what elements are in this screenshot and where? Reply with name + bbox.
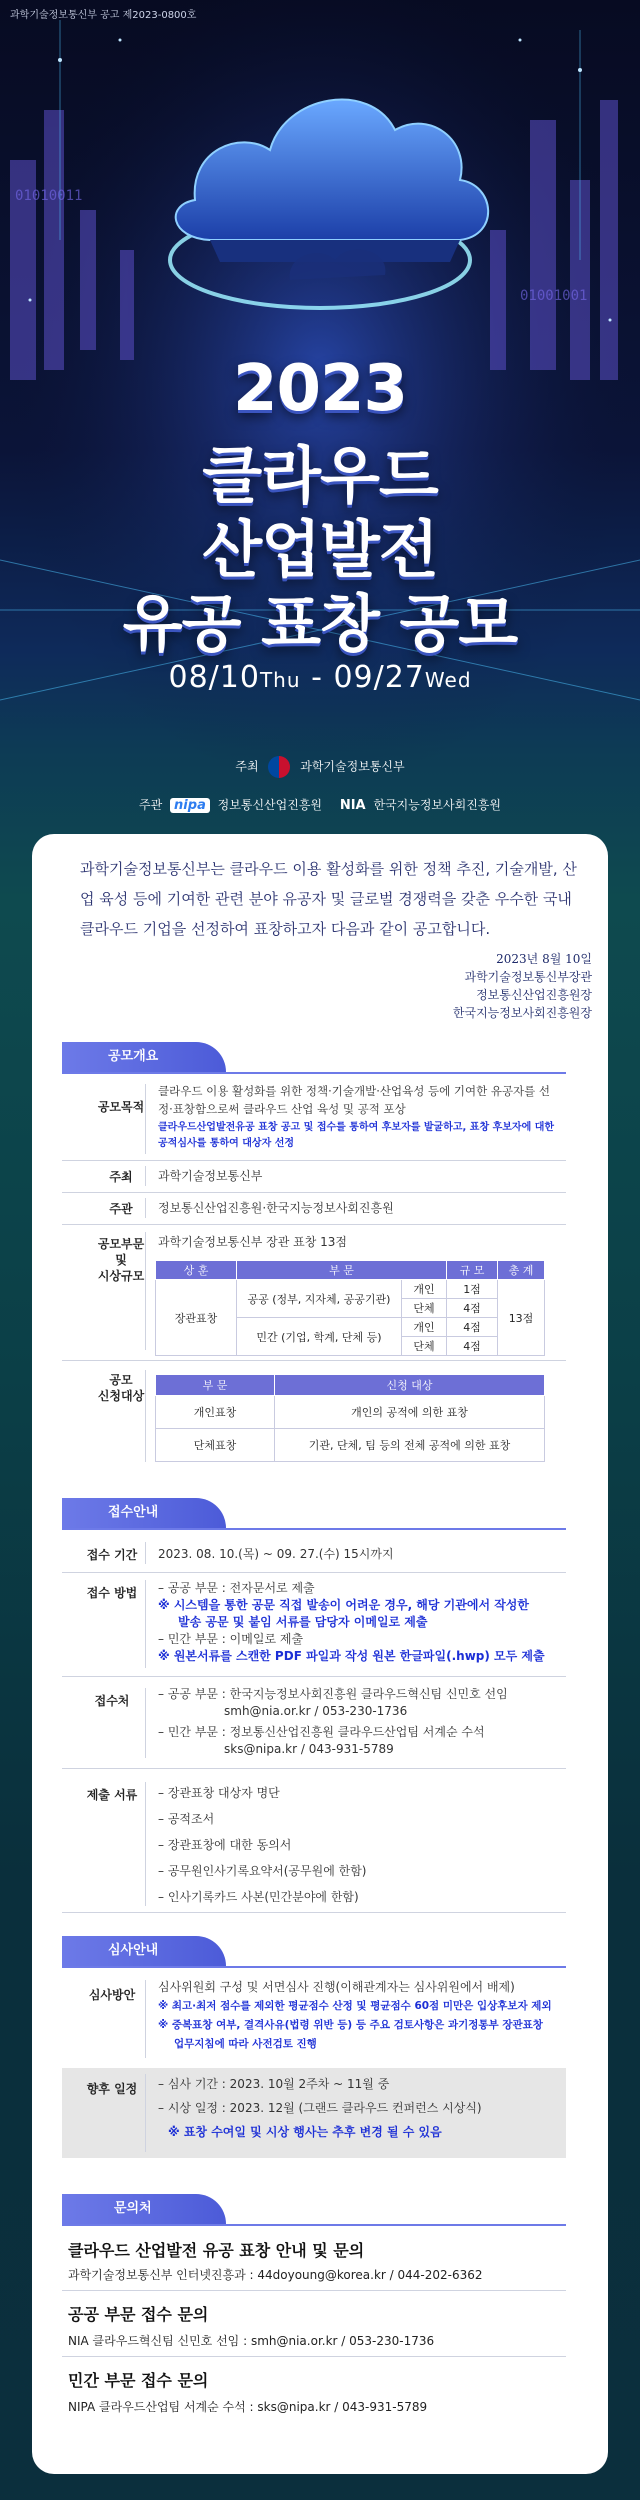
scale-total: 13점 <box>498 1280 545 1356</box>
target-header: 부 문 <box>156 1375 275 1396</box>
signature-line1: 과학기술정보통신부장관 <box>464 970 592 984</box>
event-period <box>0 660 640 695</box>
doc-item: – 공무원인사기록요약서(공무원에 한함) <box>158 1864 367 1878</box>
divider <box>62 1676 566 1677</box>
section-tag-review: 심사안내 <box>62 1936 226 1966</box>
review-method-label: 심사방안 <box>88 1988 136 2002</box>
schedule-label: 향후 일정 <box>86 2082 138 2096</box>
divider <box>62 1768 566 1769</box>
divider <box>145 1580 146 1668</box>
divider <box>145 1370 146 1462</box>
signature-line2: 정보통신산업진흥원장 <box>476 988 592 1002</box>
period-end-day: Wed <box>424 668 472 692</box>
period-dash: - <box>300 660 334 695</box>
period-end: 09/27 <box>333 660 425 695</box>
government-emblem-icon <box>268 756 290 778</box>
host-row-label: 주최 <box>109 1170 133 1184</box>
scale-header: 규 모 <box>447 1261 498 1280</box>
nipa-logo-icon: nipa <box>170 798 210 813</box>
contact-heading-1: 클라우드 산업발전 유공 표창 안내 및 문의 <box>68 2241 365 2260</box>
contact-heading-3: 민간 부문 접수 문의 <box>68 2371 209 2390</box>
intro-paragraph: 과학기술정보통신부는 클라우드 이용 활성화를 위한 정책 추진, 기술개발, 산업 육성 등에 기여한 관련 분야 유공자 및 글로벌 경쟁력을 갖춘 우수한 국내 클라우드 기업을 선정하여 표창하고자 다음과 같이 공고합니다. <box>80 860 577 938</box>
scale-table <box>155 1260 545 1356</box>
target-cell: 개인표창 <box>156 1396 275 1429</box>
signature-line3: 한국지능정보사회진흥원장 <box>452 1006 592 1020</box>
divider <box>62 1192 566 1193</box>
receipt-method-text: – 공공 부문 : 전자문서로 제출 ※ 시스템을 통한 공문 직접 발송이 어려운 경우, 해당 기관에서 작성한 발송 공문 및 붙임 서류를 담당자 이메일로 제출 – 민간 부문 : 이메일로 제출 ※ 원본서류를 스캔한 PDF 파일과 작성 원본 한글파일(.hwp) 모두 제출 <box>158 1581 545 1663</box>
divider <box>62 2224 566 2226</box>
divider <box>145 1166 146 1186</box>
scale-header: 부 문 <box>237 1261 447 1280</box>
target-header: 신청 대상 <box>275 1375 545 1396</box>
organizer-row-text: 정보통신산업진흥원·한국지능정보사회진흥원 <box>158 1201 394 1215</box>
scale-cell: 4점 <box>447 1318 498 1337</box>
schedule-text: – 심사 기간 : 2023. 10월 2주차 ~ 11월 중 – 시상 일정 : 2023. 12월 (그랜드 클라우드 컨퍼런스 시상식) ※ 표창 수여일 및 시상 행사는 추후 변경 될 수 있음 <box>158 2077 482 2139</box>
receipt-method-label: 접수 방법 <box>86 1586 138 1600</box>
divider <box>62 1224 566 1225</box>
divider <box>145 1542 146 1564</box>
doc-item: – 장관표창 대상자 명단 <box>158 1786 280 1800</box>
divider <box>145 1688 146 1758</box>
signature-date: 2023년 8월 10일 <box>496 952 592 966</box>
target-label: 공모 신청대상 <box>97 1373 145 1403</box>
title-year: 2023 <box>232 352 408 426</box>
host-org: 과학기술정보통신부 <box>300 759 405 774</box>
scale-cell: 4점 <box>447 1337 498 1356</box>
divider <box>62 1160 566 1161</box>
scale-cell: 개인 <box>402 1280 447 1299</box>
contact-heading-2: 공공 부문 접수 문의 <box>68 2305 209 2324</box>
receipt-docs-list <box>158 1780 558 1910</box>
scale-text: 과학기술정보통신부 장관 표창 13점 <box>158 1235 348 1249</box>
period-start: 08/10 <box>168 660 260 695</box>
section-tag-receipt: 접수안내 <box>62 1498 226 1528</box>
period-start-day: Thu <box>259 668 301 692</box>
nia-logo-icon: NIA <box>339 798 366 813</box>
receipt-period-label: 접수 기간 <box>86 1548 138 1562</box>
signature-block <box>330 950 592 1022</box>
purpose-note: 클라우드산업발전유공 표창 공고 및 접수를 통하여 후보자를 발굴하고, 표창 후보자에 대한 공적심사를 통하여 대상자 선정 <box>158 1122 555 1149</box>
organizer-row-label: 주관 <box>109 1202 133 1216</box>
scale-cell: 단체 <box>402 1299 447 1318</box>
title-line2: 클라우드 <box>202 439 438 512</box>
contact-line-3[interactable]: NIPA 클라우드산업팀 서계순 수석 : sks@nipa.kr / 043-931-5789 <box>68 2400 428 2414</box>
contact-line-1[interactable]: 과학기술정보통신부 인터넷진흥과 : 44doyoung@korea.kr / 044-202-6362 <box>68 2268 483 2282</box>
receipt-period-text: 2023. 08. 10.(목) ~ 09. 27.(수) 15시까지 <box>158 1547 394 1561</box>
title-line4: 유공 표창 공모 <box>122 587 518 660</box>
divider <box>145 1198 146 1218</box>
divider <box>62 1528 566 1530</box>
host-label: 주최 <box>235 759 259 774</box>
purpose-label: 공모목적 <box>97 1100 145 1114</box>
host-row-text: 과학기술정보통신부 <box>158 1169 263 1183</box>
scale-cell: 4점 <box>447 1299 498 1318</box>
organizer-line <box>0 796 640 813</box>
receipt-office-label: 접수처 <box>94 1694 130 1708</box>
divider <box>62 1572 566 1573</box>
doc-item: – 인사기록카드 사본(민간분야에 한함) <box>158 1890 359 1904</box>
divider <box>145 1232 146 1350</box>
nipa-name: 정보통신산업진흥원 <box>217 798 323 812</box>
scale-header: 총 계 <box>498 1261 545 1280</box>
divider <box>62 2356 566 2357</box>
purpose-text: 클라우드 이용 활성화를 위한 정책·기술개발·산업육성 등에 기여한 유공자를 선정·표창함으로써 클라우드 산업 육성 및 공적 포상 <box>158 1084 551 1116</box>
receipt-docs-label: 제출 서류 <box>86 1788 138 1802</box>
scale-category: 공공 (정부, 지자체, 공공기관) <box>237 1280 402 1318</box>
contact-line-2[interactable]: NIA 클라우드혁신팀 신민호 선임 : smh@nia.or.kr / 053-230-1736 <box>68 2334 435 2348</box>
divider <box>62 1072 566 1074</box>
scale-header: 상 훈 <box>156 1261 237 1280</box>
doc-item: – 공적조서 <box>158 1812 215 1826</box>
divider <box>145 1084 146 1154</box>
divider <box>145 2074 146 2152</box>
scale-cell: 1점 <box>447 1280 498 1299</box>
divider <box>62 2290 566 2291</box>
scale-cell: 단체 <box>402 1337 447 1356</box>
svg-text:01001001: 01001001 <box>520 288 588 304</box>
nia-name: 한국지능정보사회진흥원 <box>373 798 501 812</box>
receipt-office-text: – 공공 부문 : 한국지능정보사회진흥원 클라우드혁신팀 신민호 선임 smh@nia.or.kr / 053-230-1736 – 민간 부문 : 정보통신산업진흥원 클라우드산업팀 서계순 수석 sks@nipa.kr / 043-931-5789 <box>158 1687 508 1756</box>
title-line3: 산업발전 <box>202 513 438 586</box>
divider <box>145 1782 146 1906</box>
organizer-label: 주관 <box>139 798 163 812</box>
target-cell: 단체표창 <box>156 1429 275 1462</box>
target-cell: 개인의 공적에 의한 표창 <box>275 1396 545 1429</box>
svg-text:01010011: 01010011 <box>15 188 83 204</box>
host-line <box>0 756 640 778</box>
divider <box>145 1980 146 2058</box>
section-tag-contact: 문의처 <box>62 2194 226 2224</box>
section-tag-overview: 공모개요 <box>62 1042 226 1072</box>
scale-category: 민간 (기업, 학계, 단체 등) <box>237 1318 402 1356</box>
divider <box>62 1966 566 1968</box>
divider <box>62 1360 566 1361</box>
doc-item: – 장관표창에 대한 동의서 <box>158 1838 292 1852</box>
target-cell: 기관, 단체, 팀 등의 전체 공적에 의한 표창 <box>275 1429 545 1462</box>
target-table <box>155 1374 545 1462</box>
scale-label: 공모부문 및 시상규모 <box>97 1237 145 1283</box>
divider <box>62 1912 566 1913</box>
review-method-text: 심사위원회 구성 및 서면심사 진행(이해관계자는 심사위원에서 배제) ※ 최고·최저 점수를 제외한 평균점수 산정 및 평균점수 60점 미만은 입상후보자 제외 ※ 중복표창 여부, 결격사유(법령 위반 등) 등 주요 검토사항은 과기정통부 장관표창 업무지침에 따라 사전검토 진행 <box>158 1980 552 2050</box>
scale-award: 장관표창 <box>156 1280 237 1356</box>
scale-cell: 개인 <box>402 1318 447 1337</box>
